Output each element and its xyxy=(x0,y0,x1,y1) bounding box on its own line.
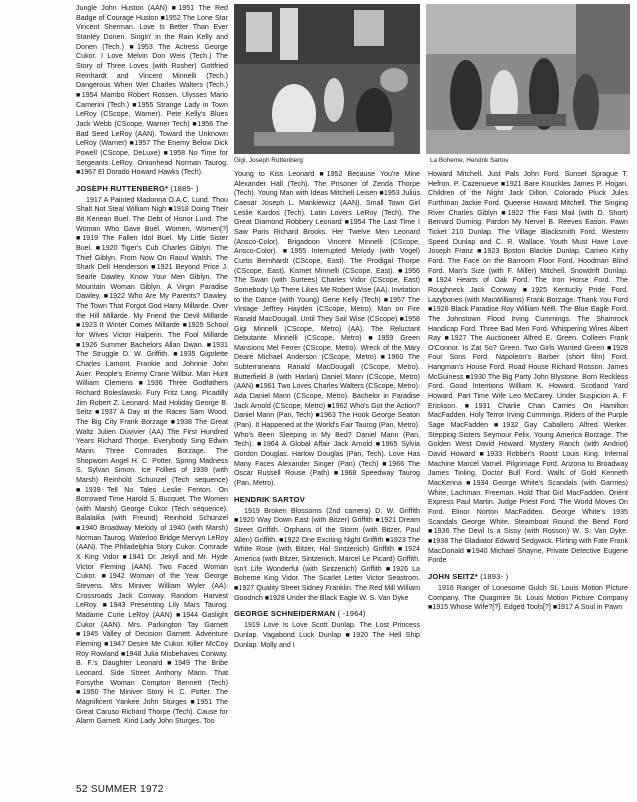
la-boheme-still-image xyxy=(426,4,630,154)
heading-name: HENDRIK SARTOV xyxy=(234,494,306,504)
section-heading-ruttenberg xyxy=(76,184,228,194)
filmography-seitz: 1916 Ranger of Lonesome Gulch St. Louis Motion Picture Company. The Quagmire St. Louis Motion Picture Company ■1915 Whose Wife?[?]. Edged Tools[?] ■1917 A Soul in Pawn xyxy=(428,583,628,612)
caption-la-boheme: La Boheme, Hendrik Sartov xyxy=(430,157,509,164)
filmography-continued: Jungle John Huston (AAN) ■1951 The Red Badge of Courage Huston ■1952 The Lone Star Vincent Sherman. Love Is Better Than Ever Stanley Donen. Singin' in the Rain Kelly and Donen (Tech.) ■1953 The Actress George Cukor. I Love Melvin Don Weis (Tech.) The Story of Three Loves (with Rosher) Gottfried Reinhardt and Vincent Minnelli (Tech.) Dangerous When Wet Charles Walters (Tech.) ■1954 Mambo Robert Rossen. Ulysses Mario Camerini (Tech.) ■1955 Strange Lady in Town LeRoy (CScope, Warner). Pete Kelly's Blues Jack Webb (CScope, Warner Tech) ■1956 The Bad Seed LeRoy (AAN). Toward the Unknown LeRoy (Warner) ■1957 The Enemy Below Dick Powell (CScope, DeLuxe) ■1958 No Time for Sergeants LeRoy. Onionhead Norman Taurog. ■1967 El Dorado Howard Hawks (Tech). xyxy=(76,4,228,177)
heading-name: JOSEPH RUTTENBERG* xyxy=(76,183,169,193)
photo-gigi xyxy=(234,4,420,154)
heading-dates: (1893- ) xyxy=(480,571,509,581)
column-right xyxy=(428,170,628,782)
heading-dates: ( -1964) xyxy=(337,609,366,619)
heading-name: JOHN SEITZ* xyxy=(428,571,478,581)
heading-name: GEORGE SCHNEIDERMAN xyxy=(234,609,336,619)
filmography-schneiderman-continued: Howard Mitchell. Just Pals John Ford. Sunset Sprague T. Hefron. P. Cazenueve ■1921 Bare Knuckles James P. Hogan. Children of the Night Jack Dillon. Colorado Pluck Jules Furthman Jackie Ford. Queenie Howard Mitchell. The Singing River Charles Giblyn ■1922 The Fast Mail (with D. Short) Bernard Durning. Pardon My Nerve! B. Reeves Eason. Pawn Ticket 210 Dunlap. The Village Blacksmith Ford. Western Speed Dunlap and C. R. Wallace. Youth Must Have Love Joseph Franz ■1923 Boston Blackie Dunlap. Cameo Kirby Ford. The Face on the Barroom Floor Ford. Hoodman Blind Ford. Man's Size (with F. Miller) Mitchell. Snowdrift Dunlap. ■1924 Hearts of Oak Ford. The Iron Horse Ford. The Roughneck Jack Conway ■1925 Kentucky Pride Ford. Lazybones (with MacWilliams) Frank Borzage. Thank You Ford ■1926 Black Paradise Roy William Neill. The Blue Eagle Ford. The Johnstown Flood Irving Cummings. The Shamrock Handicap Ford. Three Bad Men Ford. Whispering Wires Albert Ray ■1927 The Auctioneer Alfred E. Green. Colleen Frank O'Connor. Is Zat So? Green. Two Girls Wanted Green ■1928 Four Sons Ford. Napoleon's Barber (short film) Ford. Hangman's House Ford. Road House Richard Rosson. James McGuiness ■1930 The Big Party John Blystone. Born Reckless Ford. Good Intentions William K. Howard. Scotland Yard Howard. Part Time Wife Leo McCarey. Under Suspicion A. F. Erickson. ■1931 Charlie Chan Carries On Hamilton MacFadden. Holy Terror Irving Cummings. Riders of the Purple Sage MacFadden ■1932 Gay Caballero Alfred Werker. Stepping Sisters Seymour Felix. Young America Borzage. The Golden West David Howard. Mystery Ranch (with Andriot) David Howard ■1933 Robber's Roost Louis King. Infernal Machine Marcel Varnel. Pilgrimage Ford. Arizona to Broadway James Tinling. Doctor Bull Ford. Walls of Gold Kenneth MacKenna ■1934 George White's Scandals (with Garmes) White, Lachman. Freeman. Hold That Girl MacFadden. Orient Express Paul Martin. Judge Priest Ford. The World Moves On Ford. Elinor Norton MacFadden. George White's 1935 Scandals George White. Steamboat Round the Bend Ford ■1936 The Devil Is a Sissy (with Rosson) W. S. Van Dyke. ■1938 The Gladiator Edward Sedgwick. Flirting with Fate Frank MacDonald ■1940 Michael Shayne, Private Detective Eugene Forde xyxy=(428,170,628,565)
section-heading-sartov xyxy=(234,495,420,505)
filmography-ruttenberg-continued: Young to Kiss Leonard ■1952 Because You're Mine Alexander Hall (Tech). The Prisoner of Zenda Thorpe (Tech). Young Man with Ideas Mitchell Leisen ■1953 Julius Caesar Joseph L. Mankiewicz (AAN). Small Town Girl Leslie Kardos (Tech). Latin Lovers LeRoy (Tech). The Great Diamond Robbery Leonard ■1954 The Last Time I Saw Paris Richard Brooks. Her Twelve Men Leonard (Ansco-Color). Brigadoon Vincent Minnelli (CScope, Ansco-Color). ■1955 Interrupted Melody (with Vogel) Curtis Bernhardt (CScope, East). The Prodigal Thorpe (CScope, East). Kismet Minnelli (CScope, East). ■1956 The Swan (with Surtees) Charles Vidor (CScope, East) Somebody Up There Likes Me Robert Wise (AA). Invitation to the Dance (with Young) Gene Kelly (Tech) ■1957 The Vintage Jeffrey Hayden (CScope, Metro). Man on Fire Ranald MacDougall. Until They Sail Wise (CScope) ■1958 Gigi Minnelli (CScope, Metro) (AA). The Reluctant Debutante Minnelli (CScope, Metro) ■1959 Green Mansions Mel Ferrer (CScope, Metro). Wreck of the Mary Deare Michael Anderson (CScope, Metro) ■1960 The Subterraneans Ranald MacDougall (CScope, Metro). Butterfield 8 (with Harlan) Daniel Mann (CScope, Metro) (AAN) ■1961 Two Loves Charles Walters (CScope, Metro). Ada Daniel Mann (CScope, Metro). Bachelor in Paradise Jack Arnold (CScope, Metro) ■1962 Who's Got the Action? Daniel Mann (Pan, Tech) ■1963 The Hook George Seaton (Pan). It Happened at the World's Fair Taurog (Pan, Metro). Who's Been Sleeping in My Bed? Daniel Mann (Pan, Tech). ■1964 A Global Affair Jack Arnold ■1965 Sylvia Gordon Douglas. Harlow Douglas (Pan, Tech). Love Has Many Faces Alexander Singer (Pan) (Tech) ■1966 The Oscar Russell Rouse (Path) ■1968 Speedway Taurog (Pan, Metro). xyxy=(234,170,420,487)
caption-gigi: Gigi, Joseph Ruttenberg xyxy=(234,157,303,164)
heading-dates: (1889- ) xyxy=(170,183,199,193)
filmography-schneiderman: 1919 Love Is Love Scott Dunlap. The Lost Princess Dunlap. Vagabond Luck Dunlap ■1920 The Hell Ship Dunlap. Molly and I xyxy=(234,621,420,649)
filmography-ruttenberg: 1917 A Painted Madonna O.A.C. Lund. Thou Shalt Not Steal William Nigh ■1918 Doing Their Bit Kenean Buel. The Debt of Honor Lund. The Woman Who Gave Buel. Women, Women[?] ■1919 The Fallen Idol Buel. My Little Sister Buel. ■1920 Tiger's Cub Charles Giblyn. The Thief Giblyn. From Now On Raoul Walsh. The Shark Dell Henderson ■1921 Beyond Price J. Searle Dawley. Know Your Men Giblyn. The Mountain Woman Giblyn. A Virgin Paradise Dawley. ■1922 Who Are My Parents? Dawley. The Town That Forgot God Harry Millarde. Over the Hill Millarde. My Friend the Devil Millarde ■1923 It Winter Comes Millarde ■1925 School for Wives Victor Halperin. The Fool Millarde ■1926 Summer Bachelors Allan Dwan. ■1931 The Struggle D. W. Griffith. ■1935 Gigolette Charles Lamont. Frankie and Johnnie John Auer. People's Enemy Crane Wilbur. Man Hunt William Clemens ■1936 Three Godfathers Richard Boleslawski. Fury Fritz Lang. Picadilly Jim Robert Z. Leonard. Mad Holiday George B. Seitz ■1937 A Day at the Races Sam Wood. The Big City Frank Borzage ■1938 The Great Waltz Julien Duvivier (AA) The First Hundred Years Richard Thorpe. Everybody Sing Edwin Marin. Three Comrades Borzage. The Shopworn Angel H. C. Potter. Spring Madness S. Sylvan Simon. Ice Follies of 1939 (with Marsh) Reinhold Schunzel (Tech sequence) ■1939 Tell No Tales Leslie Fenton. On Borrowed Time Harold S. Bucquet. The Women (with Marsh) George Cukor (Tech sequence). Balalaika (with Freund) Reinhold Schunzel ■1940 Broadway Melody of 1940 (with Marsh) Norman Taurog. Waterloo Bridge Mervyn LeRoy (AAN). The Philadelphia Story Cukor. Comrade X King Vidor ■1941 Dr. Jekyll and Mr. Hyde Victor Fleming (AAN). Two Faced Woman Cukor. ■1942 Woman of the Year George Stevens. Mrs Miniver William Wyler (AA). Crossroads Jack Conway. Random Harvest LeRoy. ■1943 Presenting Lily Mars Taurog. Madame Curie LeRoy (AAN) ■1944 Gaslight Cukor (AAN). Mrs. Parkington Tay Garnett ■1945 Valley of Decision Garnett. Adventure Fleming ■1947 Desire Me Cukor. Killer McCoy Roy Rowland ■1948 Julia Misbehaves Conway. B. F.'s Daughter Leonard ■1949 The Bribe Leonard. Side Street Anthony Mann. That Forsythe Woman Compton Bennett (Tech) ■1950 The Miniver Story H. C. Potter. The Magnificent Yankee John Sturges ■1951 The Great Caruso Richard Thorpe (Tech). Cause for Alarm Garnett. Kind Lady John Sturges. Too xyxy=(76,195,228,726)
filmography-sartov: 1919 Broken Blossoms (2nd camera) D. W. Griffith ■1920 Way Down East (with Bitzer) Griffith ■1921 Dream Street Griffith. Orphans of the Storm (with Bitzer, Paul Allen) Griffith. ■1922 One Exciting Night Griffith ■1923 The White Rose (with Bitzer, Hal Sintzenich) Griffith ■1924 America (with Bitzer, Sintzenich, Marcel Le Picard) Griffith. Isn't Life Wonderful (with Sintzenich) Griffith ■1926 La Boheme King Vidor. The Scarlet Letter Victor Seastrom. ■1927 Quality Street Sidney Franklin. The Red Mill William Goodrich ■1928 Under the Black Eagle W. S. Van Dyke xyxy=(234,506,420,602)
section-heading-schneiderman xyxy=(234,609,420,619)
column-left xyxy=(76,4,228,782)
section-heading-seitz xyxy=(428,572,628,582)
gigi-still-image xyxy=(234,4,420,154)
column-middle xyxy=(234,170,420,782)
page-footer: 52 SUMMER 1972 xyxy=(76,784,164,795)
photo-la-boheme xyxy=(426,4,630,154)
